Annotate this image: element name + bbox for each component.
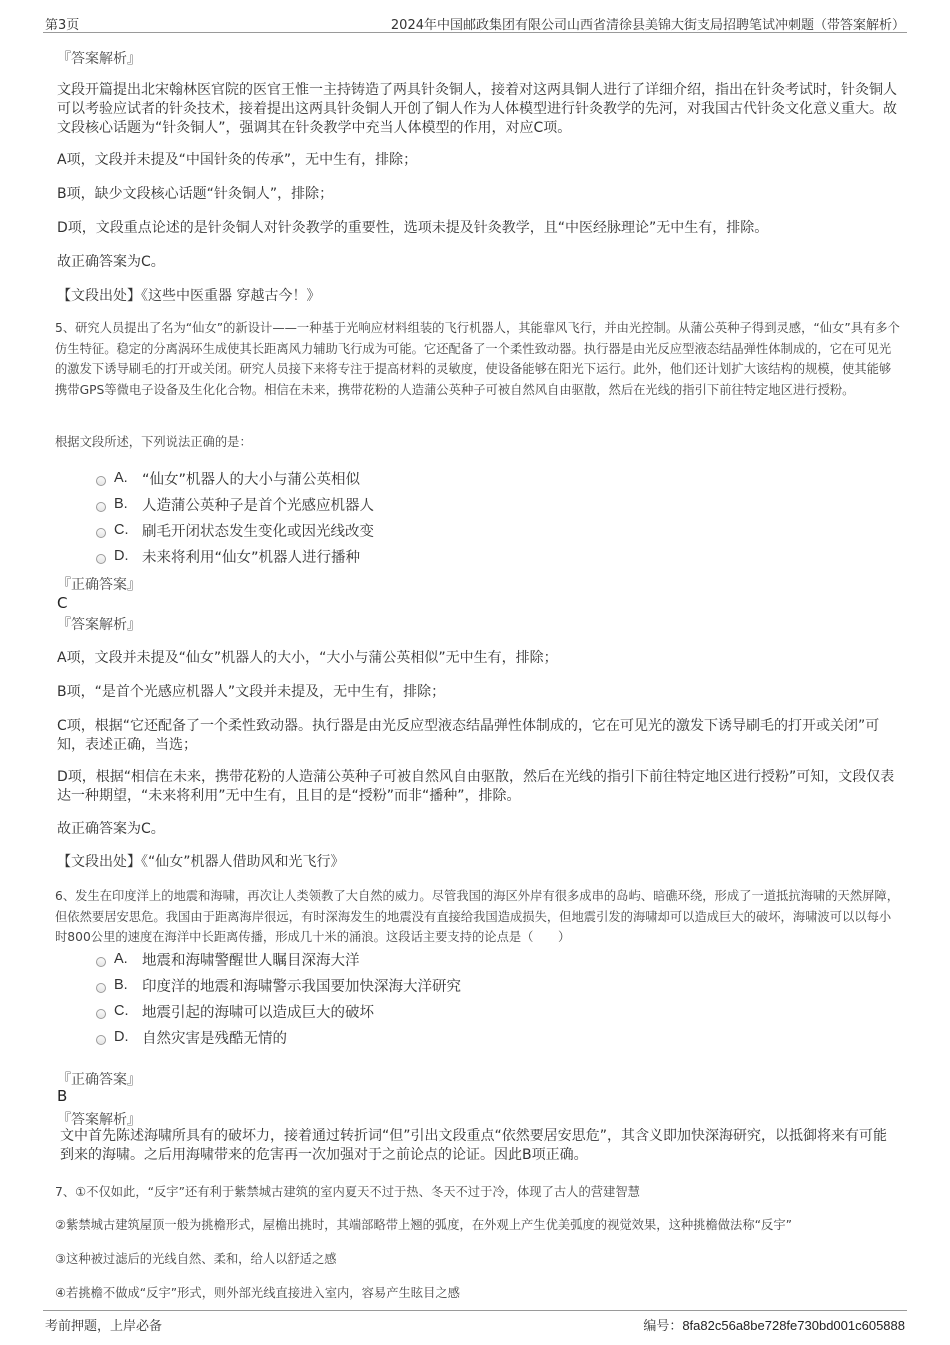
analysis-tag: 『答案解析』 [57, 1112, 141, 1128]
radio-button[interactable] [96, 1035, 106, 1045]
code-label: 编号： [643, 1319, 683, 1334]
question-7-item-2: ②紫禁城古建筑屋顶一般为挑檐形式，屋檐出挑时，其端部略带上翘的弧度，在外观上产生优美弧度的视觉效果，这种挑檐做法称“反宇” [55, 1218, 792, 1232]
radio-button[interactable] [96, 554, 106, 564]
source-citation: 【文段出处】《这些中医重器 穿越古今！》 [57, 288, 321, 304]
question-7-item-4: ④若挑檐不做成“反宇”形式，则外部光线直接进入室内，容易产生眩目之感 [55, 1286, 460, 1300]
q6-option-b[interactable]: B. 印度洋的地震和海啸警示我国要加快深海大洋研究 [96, 974, 461, 996]
question-5-prompt: 根据文段所述，下列说法正确的是： [55, 435, 252, 449]
radio-button[interactable] [96, 502, 106, 512]
radio-button[interactable] [96, 1009, 106, 1019]
analysis-text: 文中首先陈述海啸所具有的破坏力，接着通过转折词“但”引出文段重点“依然要居安思危”，其含义即加快深海研究，以抵御将来有可能到来的海啸。之后用海啸带来的危害再一次加强对于之前论点的论证。因此B项正确。 [60, 1128, 888, 1163]
document-code [643, 1315, 905, 1334]
question-6-stem: 6、发生在印度洋上的地震和海啸，再次让人类领教了大自然的威力。尽管我国的海区外岸有很多成串的岛屿、暗礁环绕，形成了一道抵抗海啸的天然屏障，但依然要居安思危。我国由于距离海岸很远，有时深海发生的地震没有直接给我国造成损失，但地震引发的海啸却可以造成巨大的破坏，海啸波可以以每小时800公里的速度在海洋中长距离传播，形成几十米的涌浪。这段话主要支持的论点是（ ） [55, 889, 900, 944]
analysis-option-c: C项，根据“它还配备了一个柔性致动器。执行器是由光反应型液态结晶弹性体制成的，它在可见光的激发下诱导刷毛的打开或关闭”可知，表述正确，当选； [57, 718, 880, 753]
question-5-stem: 5、研究人员提出了名为“仙女”的新设计——一种基于光响应材料组装的飞行机器人，其能靠风飞行，并由光控制。从蒲公英种子得到灵感，“仙女”具有多个仿生特征。稳定的分离涡环生成使其长距离风力辅助飞行成为可能。它还配备了一个柔性致动器。执行器是由光反应型液态结晶弹性体制成的，它在可见光的激发下诱导刷毛的打开或关闭。研究人员接下来将专注于提高材料的灵敏度，使设备能够在阳光下运行。此外，他们还计划扩大该结构的规模，使其能够携带GPS等微电子设备及生化化合物。相信在未来，携带花粉的人造蒲公英种子可被自然风自由驱散，然后在光线的指引下前往特定地区进行授粉。 [55, 321, 900, 397]
conclusion: 故正确答案为C。 [57, 254, 165, 270]
correct-answer-tag: 『正确答案』 [57, 1072, 141, 1088]
analysis-option-d: D项，根据“相信在未来，携带花粉的人造蒲公英种子可被自然风自由驱散，然后在光线的指引下前往特定地区进行授粉”可知，文段仅表达一种期望，“未来将利用”无中生有，且目的是“授粉”而非“播种”，排除。 [57, 769, 895, 804]
footer-slogan: 考前押题，上岸必备 [45, 1319, 163, 1334]
analysis-tag: 『答案解析』 [57, 617, 141, 633]
source-citation: 【文段出处】《“仙女”机器人借助风和光飞行》 [57, 854, 345, 870]
analysis-text: 文段开篇提出北宋翰林医官院的医官王惟一主持铸造了两具针灸铜人，接着对这两具铜人进行了详细介绍，指出在针灸考试时，针灸铜人可以考验应试者的针灸技术，接着提出这两具针灸铜人开创了铜人作为人体模型进行针灸教学的先河，对我国古代针灸文化意义重大。故文段核心话题为“针灸铜人”，强调其在针灸教学中充当人体模型的作用，对应C项。 [57, 82, 897, 136]
code-value: 8fa82c56a8be728fe730bd001c605888 [682, 1318, 905, 1333]
analysis-option-b: B项，“是首个光感应机器人”文段并未提及，无中生有，排除； [57, 684, 446, 700]
q5-option-b[interactable]: B. 人造蒲公英种子是首个光感应机器人 [96, 493, 374, 515]
correct-answer-tag: 『正确答案』 [57, 577, 141, 593]
analysis-tag: 『答案解析』 [57, 51, 141, 67]
page-footer [43, 1310, 907, 1333]
radio-button[interactable] [96, 476, 106, 486]
radio-button[interactable] [96, 983, 106, 993]
conclusion: 故正确答案为C。 [57, 821, 165, 837]
page-header [43, 12, 907, 33]
q6-option-d[interactable]: D. 自然灾害是残酷无情的 [96, 1026, 287, 1048]
analysis-option-a: A项，文段并未提及“中国针灸的传承”，无中生有，排除； [57, 152, 418, 168]
question-7-item-1: 7、①不仅如此，“反宇”还有利于紫禁城古建筑的室内夏天不过于热、冬天不过于冷，体现了古人的营建智慧 [55, 1185, 640, 1199]
radio-button[interactable] [96, 957, 106, 967]
analysis-option-b: B项，缺少文段核心话题“针灸铜人”，排除； [57, 186, 334, 202]
q6-option-a[interactable]: A. 地震和海啸警醒世人瞩目深海大洋 [96, 948, 360, 970]
analysis-option-d: D项，文段重点论述的是针灸铜人对针灸教学的重要性，选项未提及针灸教学，且“中医经脉理论”无中生有，排除。 [57, 220, 769, 236]
page-number: 第3页 [45, 18, 80, 33]
q5-option-d[interactable]: D. 未来将利用“仙女”机器人进行播种 [96, 545, 360, 567]
q5-option-c[interactable]: C. 刷毛开闭状态发生变化或因光线改变 [96, 519, 374, 541]
q6-option-c[interactable]: C. 地震引起的海啸可以造成巨大的破坏 [96, 1000, 374, 1022]
q5-option-a[interactable]: A. “仙女”机器人的大小与蒲公英相似 [96, 467, 360, 489]
correct-answer: B [57, 1087, 68, 1105]
correct-answer: C [57, 594, 68, 612]
question-7-item-3: ③这种被过滤后的光线自然、柔和，给人以舒适之感 [55, 1252, 337, 1266]
document-title: 2024年中国邮政集团有限公司山西省清徐县美锦大街支局招聘笔试冲刺题（带答案解析） [390, 18, 905, 33]
analysis-option-a: A项，文段并未提及“仙女”机器人的大小，“大小与蒲公英相似”无中生有，排除； [57, 650, 558, 666]
radio-button[interactable] [96, 528, 106, 538]
